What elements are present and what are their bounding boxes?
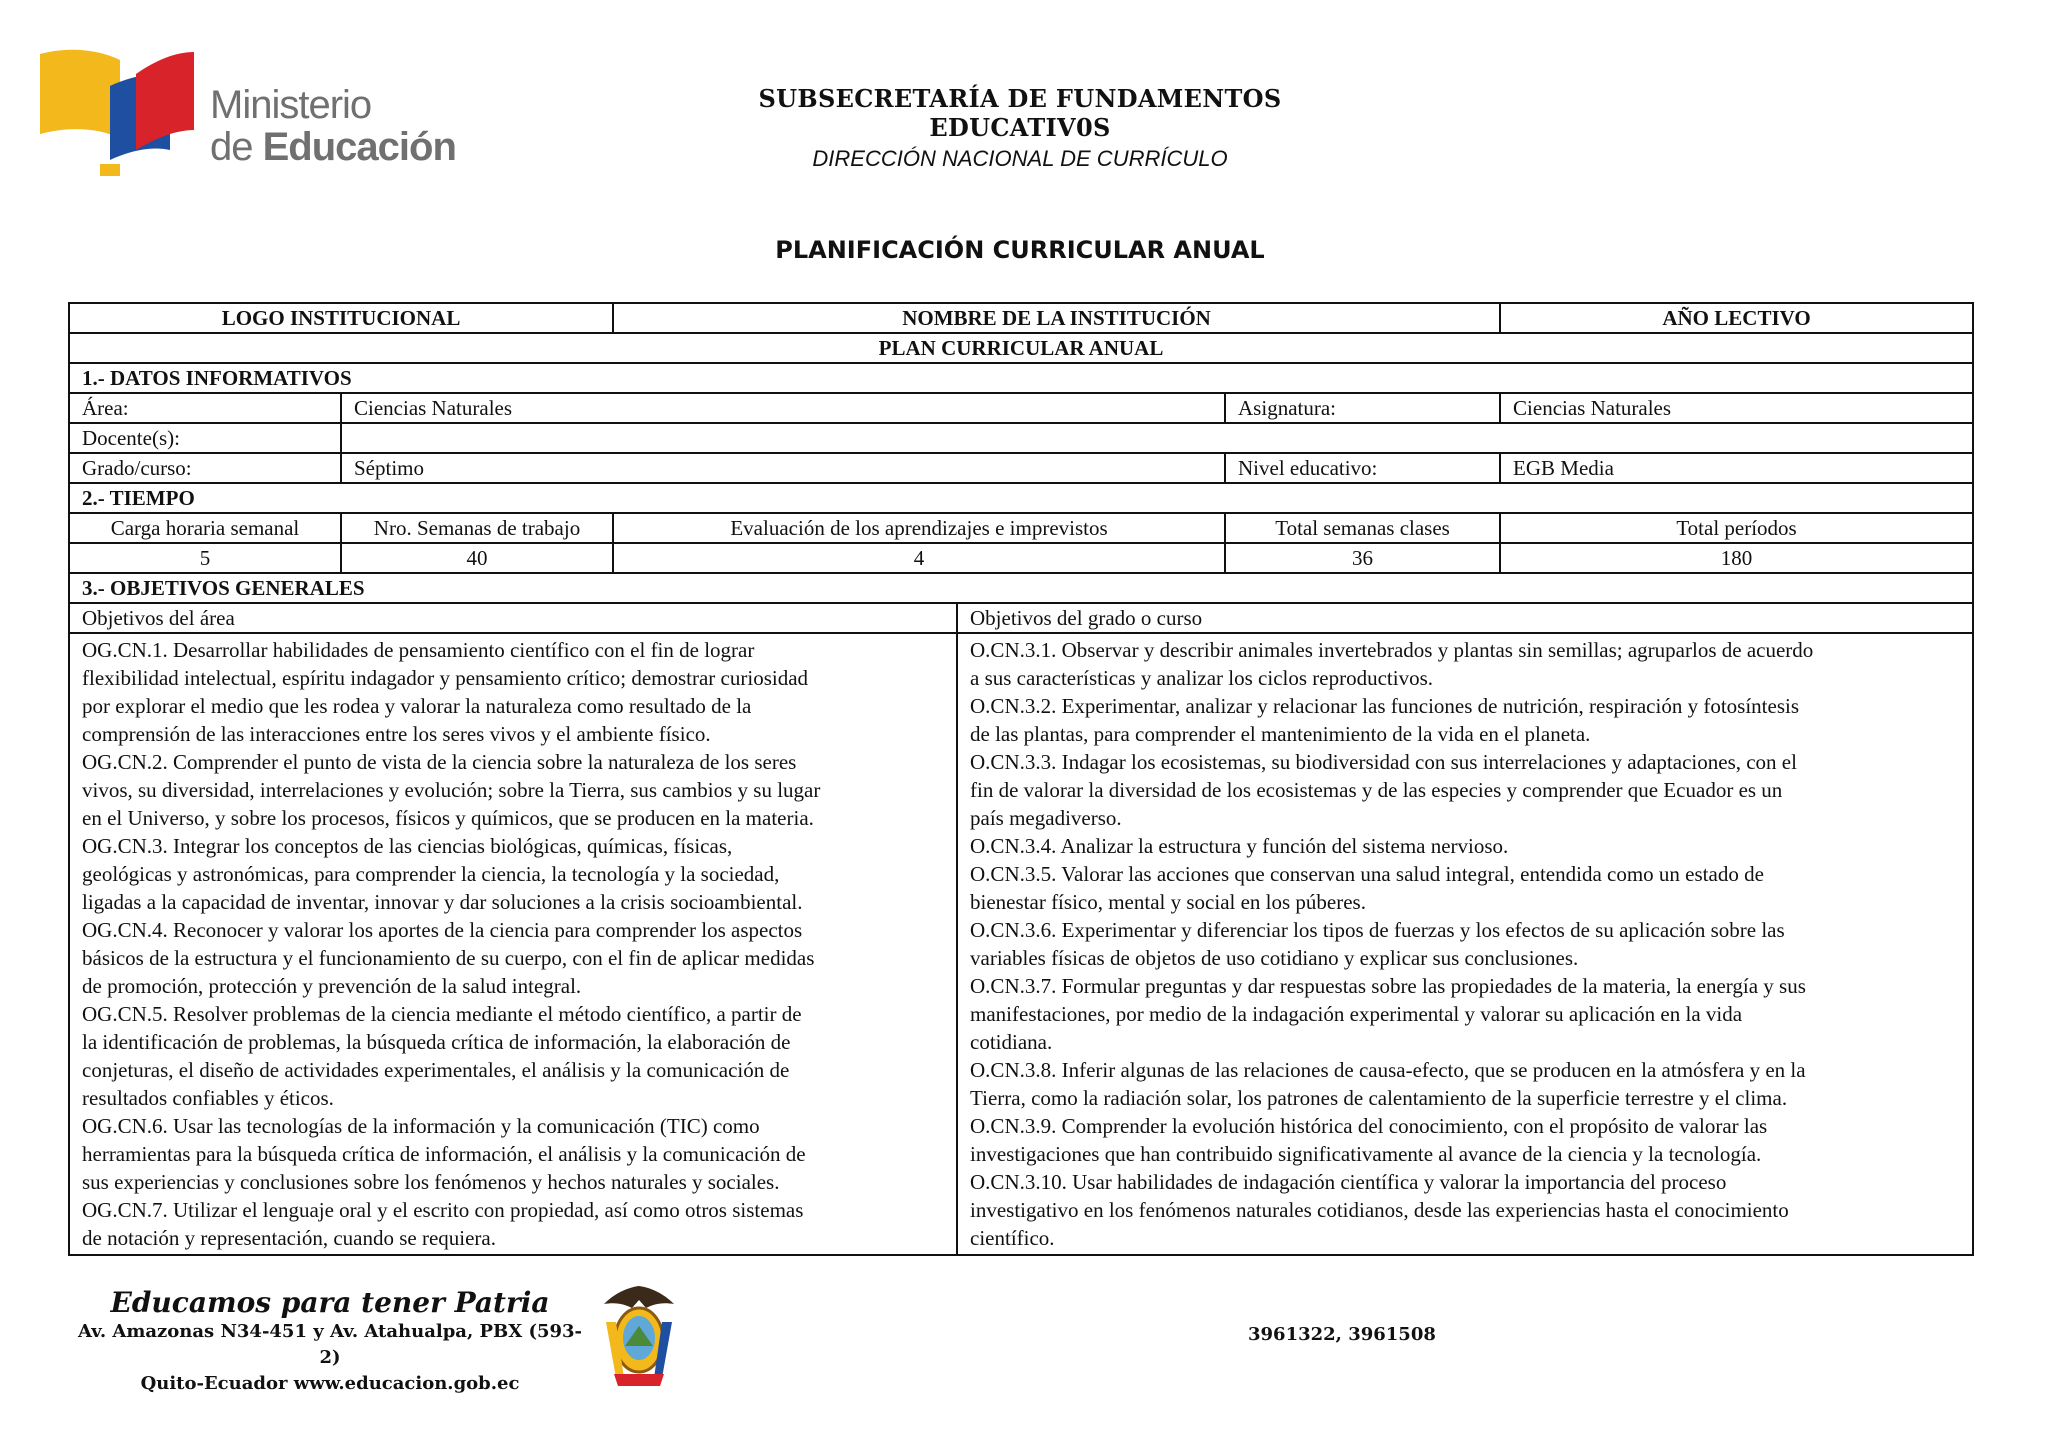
nro-semanas-value: 40 — [341, 543, 613, 573]
objetivo-grado-line: manifestaciones, por medio de la indagación experimental y valorar su aplicación en la vida — [970, 1002, 1743, 1026]
footer-city-website: Quito-Ecuador www.educacion.gob.ec — [140, 1373, 520, 1394]
objetivo-area-line: de notación y representación, cuando se requiera. — [82, 1226, 496, 1250]
area-label: Área: — [69, 393, 341, 423]
ecuador-flag-logo-icon — [40, 46, 200, 176]
objetivo-grado-line: O.CN.3.9. Comprender la evolución histórica del conocimiento, con el propósito de valorar las — [970, 1114, 1768, 1138]
objetivo-area-line: conjeturas, el diseño de actividades experimentales, el análisis y la comunicación de — [82, 1058, 790, 1082]
objetivo-area-line: OG.CN.1. Desarrollar habilidades de pensamiento científico con el fin de lograr — [82, 638, 755, 662]
objetivos-area-header: Objetivos del área — [69, 603, 957, 633]
asignatura-label: Asignatura: — [1225, 393, 1500, 423]
objetivos-grado-header: Objetivos del grado o curso — [957, 603, 1973, 633]
objetivo-area-line: de promoción, protección y prevención de la salud integral. — [82, 974, 582, 998]
anio-lectivo-cell: AÑO LECTIVO — [1500, 303, 1973, 333]
page-title: PLANIFICACIÓN CURRICULAR ANUAL — [775, 236, 1265, 264]
logo-institucional-cell: LOGO INSTITUCIONAL — [69, 303, 613, 333]
objetivo-area-line: OG.CN.4. Reconocer y valorar los aportes de la ciencia para comprender los aspectos — [82, 918, 803, 942]
objetivo-area-line: OG.CN.6. Usar las tecnologías de la información y la comunicación (TIC) como — [82, 1114, 760, 1138]
direccion-title: DIRECCIÓN NACIONAL DE CURRÍCULO — [812, 146, 1228, 171]
total-periodos-header: Total períodos — [1500, 513, 1973, 543]
objetivo-grado-line: investigaciones que han contribuido significativamente al avance de la ciencia y la tecnología. — [970, 1142, 1762, 1166]
evaluacion-header: Evaluación de los aprendizajes e imprevistos — [613, 513, 1225, 543]
objetivo-grado-line: O.CN.3.3. Indagar los ecosistemas, su biodiversidad con sus interrelaciones y adaptaciones, con el — [970, 750, 1797, 774]
table-row-objetivos-headers — [69, 603, 1973, 633]
footer-slogan: Educamos para tener Patria — [110, 1286, 550, 1319]
total-semanas-value: 36 — [1225, 543, 1500, 573]
objetivo-area-line: OG.CN.2. Comprender el punto de vista de la ciencia sobre la naturaleza de los seres — [82, 750, 797, 774]
objetivo-grado-line: O.CN.3.10. Usar habilidades de indagación científica y valorar la importancia del proceso — [970, 1170, 1727, 1194]
objetivo-grado-line: de las plantas, para comprender el mantenimiento de la vida en el planeta. — [970, 722, 1591, 746]
objetivo-area-line: en el Universo, y sobre los procesos, físicos y químicos, que se producen en la materia. — [82, 806, 814, 830]
objetivo-area-line: ligadas a la capacidad de inventar, innovar y dar soluciones a la crisis socioambiental. — [82, 890, 803, 914]
nivel-value: EGB Media — [1500, 453, 1973, 483]
objetivo-grado-line: O.CN.3.6. Experimentar y diferenciar los tipos de fuerzas y los efectos de su aplicación sobre las — [970, 918, 1785, 942]
objetivo-area-line: OG.CN.5. Resolver problemas de la ciencia mediante el método científico, a partir de — [82, 1002, 802, 1026]
objetivo-area-line: por explorar el medio que les rodea y valorar la naturaleza como resultado de la — [82, 694, 752, 718]
table-row-grado — [69, 453, 1973, 483]
table-row-tiempo-headers — [69, 513, 1973, 543]
asignatura-value: Ciencias Naturales — [1500, 393, 1973, 423]
table-row-tiempo — [69, 483, 1973, 513]
objetivo-area-line: resultados confiables y éticos. — [82, 1086, 334, 1110]
planificacion-table — [68, 302, 1974, 1256]
objetivo-grado-line: O.CN.3.4. Analizar la estructura y función del sistema nervioso. — [970, 834, 1509, 858]
objetivo-grado-line: variables físicas de objetos de uso cotidiano y explicar sus conclusiones. — [970, 946, 1579, 970]
objetivo-grado-line: O.CN.3.1. Observar y describir animales invertebrados y plantas sin semillas; agruparlos de acuerdo — [970, 638, 1814, 662]
objetivos-grado-list — [957, 633, 1973, 1255]
table-row-plan — [69, 333, 1973, 363]
grado-label: Grado/curso: — [69, 453, 341, 483]
objetivo-grado-line: investigativo en los fenómenos naturales cotidianos, desde las experiencias hasta el conocimiento — [970, 1198, 1789, 1222]
table-row-area — [69, 393, 1973, 423]
logo-text-ministerio: Ministerio — [210, 83, 372, 127]
logo-text-educacion: de Educación — [210, 125, 456, 169]
objetivo-grado-line: a sus características y analizar los ciclos reproductivos. — [970, 666, 1433, 690]
docente-value — [341, 423, 1973, 453]
objetivo-area-line: herramientas para la búsqueda crítica de información, el análisis y la comunicación de — [82, 1142, 806, 1166]
objetivo-grado-line: bienestar físico, mental y social en los púberes. — [970, 890, 1366, 914]
objetivo-grado-line: Tierra, como la radiación solar, los patrones de calentamiento de la superficie terrestre y el clima. — [970, 1086, 1788, 1110]
footer-address: Av. Amazonas N34-451 y Av. Atahualpa, PBX (593-2) — [77, 1321, 583, 1368]
carga-horaria-value: 5 — [69, 543, 341, 573]
objetivo-area-line: comprensión de las interacciones entre los seres vivos y el ambiente físico. — [82, 722, 711, 746]
objetivo-area-line: sus experiencias y conclusiones sobre los fenómenos y hechos naturales y sociales. — [82, 1170, 780, 1194]
ministerio-logo — [40, 46, 460, 176]
section-objetivos-generales: 3.- OBJETIVOS GENERALES — [69, 573, 1973, 603]
evaluacion-value: 4 — [613, 543, 1225, 573]
total-periodos-value: 180 — [1500, 543, 1973, 573]
coat-of-arms-icon — [594, 1282, 684, 1392]
nivel-label: Nivel educativo: — [1225, 453, 1500, 483]
area-value: Ciencias Naturales — [341, 393, 1225, 423]
table-row-tiempo-values — [69, 543, 1973, 573]
objetivo-grado-line: país megadiverso. — [970, 806, 1122, 830]
objetivo-area-line: flexibilidad intelectual, espíritu indagador y pensamiento crítico; demostrar curiosidad — [82, 666, 809, 690]
footer-phones: 3961322, 3961508 — [1248, 1324, 1436, 1345]
objetivo-area-line: OG.CN.3. Integrar los conceptos de las ciencias biológicas, químicas, físicas, — [82, 834, 733, 858]
subsecretaria-title: SUBSECRETARÍA DE FUNDAMENTOS EDUCATIV0S — [758, 84, 1282, 142]
nombre-institucion-cell: NOMBRE DE LA INSTITUCIÓN — [613, 303, 1500, 333]
objetivo-grado-line: científico. — [970, 1226, 1055, 1250]
grado-value: Séptimo — [341, 453, 1225, 483]
section-datos-informativos: 1.- DATOS INFORMATIVOS — [69, 363, 1973, 393]
table-row-docente — [69, 423, 1973, 453]
table-row-objetivos — [69, 573, 1973, 603]
table-row-objetivos-content — [69, 633, 1973, 1255]
total-semanas-header: Total semanas clases — [1225, 513, 1500, 543]
objetivo-grado-line: O.CN.3.2. Experimentar, analizar y relacionar las funciones de nutrición, respiración y fotosíntesis — [970, 694, 1799, 718]
nro-semanas-header: Nro. Semanas de trabajo — [341, 513, 613, 543]
table-row-datos — [69, 363, 1973, 393]
objetivo-area-line: OG.CN.7. Utilizar el lenguaje oral y el escrito con propiedad, así como otros sistemas — [82, 1198, 804, 1222]
objetivo-area-line: geológicas y astronómicas, para comprender la ciencia, la tecnología y la sociedad, — [82, 862, 780, 886]
objetivo-grado-line: O.CN.3.7. Formular preguntas y dar respuestas sobre las propiedades de la materia, la energía y sus — [970, 974, 1806, 998]
objetivo-area-line: básicos de la estructura y el funcionamiento de su cuerpo, con el fin de aplicar medidas — [82, 946, 815, 970]
table-row-header — [69, 303, 1973, 333]
objetivo-grado-line: O.CN.3.5. Valorar las acciones que conservan una salud integral, entendida como un estado de — [970, 862, 1764, 886]
objetivo-grado-line: O.CN.3.8. Inferir algunas de las relaciones de causa-efecto, que se producen en la atmósfera y en la — [970, 1058, 1806, 1082]
footer — [70, 1286, 590, 1397]
carga-horaria-header: Carga horaria semanal — [69, 513, 341, 543]
plan-curricular-cell: PLAN CURRICULAR ANUAL — [69, 333, 1973, 363]
objetivos-area-list — [69, 633, 957, 1255]
objetivo-grado-line: fin de valorar la diversidad de los ecosistemas y de las especies y comprender que Ecuador es un — [970, 778, 1783, 802]
objetivo-area-line: la identificación de problemas, la búsqueda crítica de información, la elaboración de — [82, 1030, 791, 1054]
section-tiempo: 2.- TIEMPO — [69, 483, 1973, 513]
objetivo-area-line: vivos, su diversidad, interrelaciones y evolución; sobre la Tierra, sus cambios y su lugar — [82, 778, 821, 802]
objetivo-grado-line: cotidiana. — [970, 1030, 1053, 1054]
docente-label: Docente(s): — [69, 423, 341, 453]
